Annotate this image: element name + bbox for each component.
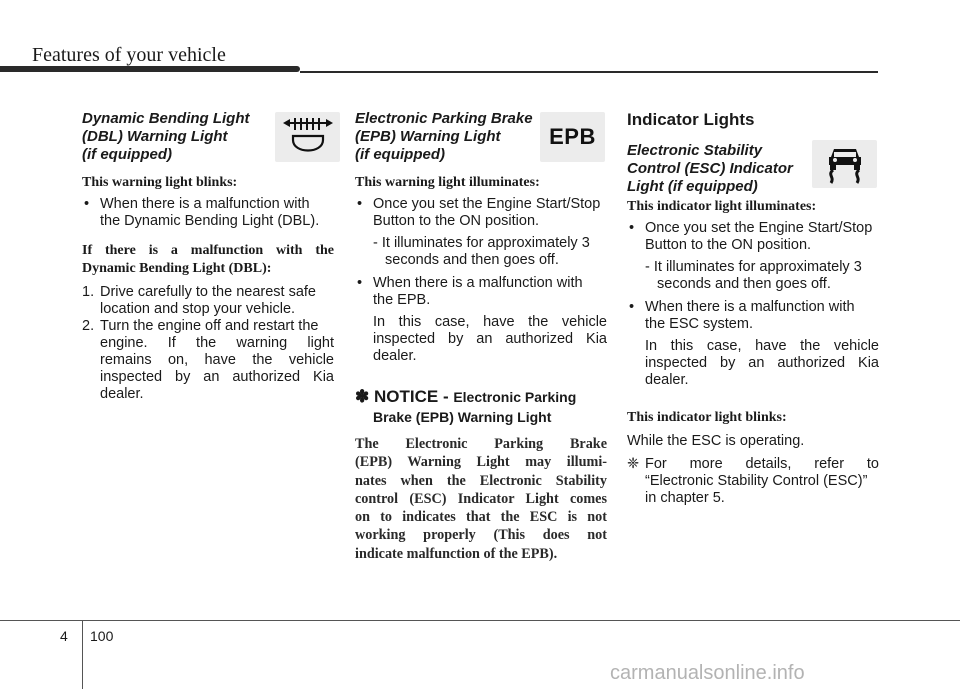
text-line: nates when the Electronic Stability — [355, 472, 607, 489]
text-line: Button to the ON position. — [645, 237, 812, 253]
paragraph — [627, 338, 879, 389]
title-line: Electronic Parking Brake — [355, 110, 533, 127]
text-line: dealer. — [645, 372, 689, 388]
illuminates-label: This indicator light illuminates: — [627, 199, 817, 214]
title-line: (EPB) Warning Light — [355, 128, 501, 145]
list-item — [355, 275, 607, 309]
indicator-lights-heading: Indicator Lights — [627, 110, 755, 129]
header-rule — [300, 71, 878, 73]
notice-heading — [355, 387, 607, 427]
text-line: Turn the engine off and restart the — [100, 318, 319, 334]
text-line: control (ESC) Indicator Light comes — [355, 490, 607, 507]
text-line: seconds and then goes off. — [657, 276, 831, 292]
text-line: For more details, refer to — [645, 456, 879, 472]
text-line: the ESC system. — [645, 316, 753, 332]
title-line: Dynamic Bending Light — [82, 110, 250, 127]
esc-skid-icon — [812, 140, 877, 188]
title-line: (DBL) Warning Light — [82, 128, 228, 145]
text-line: working properly (This does not — [355, 527, 607, 544]
page-number: 100 — [90, 628, 114, 644]
sub-item — [355, 235, 607, 269]
footer-rule — [0, 620, 960, 621]
text-line: - It illuminates for approximately 3 — [645, 259, 862, 275]
dbl-section — [82, 110, 334, 403]
text-line: In this case, have the vehicle — [373, 314, 607, 330]
list-item — [627, 299, 879, 333]
notice-title: Brake (EPB) Warning Light — [373, 409, 552, 425]
text-line: If there is a malfunction with the — [82, 243, 334, 258]
title-line: Electronic Stability — [627, 142, 763, 159]
notice-dash: - — [438, 387, 454, 406]
text-line: in chapter 5. — [645, 490, 725, 506]
text-line: seconds and then goes off. — [385, 252, 559, 268]
text-line: location and stop your vehicle. — [100, 301, 296, 317]
text-line: remains on, have the vehicle — [100, 352, 334, 368]
title-line: (if equipped) — [355, 146, 445, 163]
text-line: indicate malfunction of the EPB). — [355, 545, 558, 562]
blinks-label: This indicator light blinks: — [627, 410, 787, 425]
text-line: Button to the ON position. — [373, 213, 540, 229]
text-line: Drive carefully to the nearest safe — [100, 284, 316, 300]
esc-section-title — [627, 142, 805, 196]
epb-icon — [540, 112, 605, 162]
text-line: Dynamic Bending Light (DBL): — [82, 261, 272, 276]
text-line: • When there is a malfunction with — [100, 196, 310, 212]
list-item — [355, 196, 607, 230]
text-line: the Dynamic Bending Light (DBL). — [100, 213, 320, 229]
list-item — [82, 318, 334, 403]
dynamic-bending-light-icon — [275, 112, 340, 162]
text-line: on to indicates that the ESC is not — [355, 509, 607, 526]
dbl-section-title — [82, 110, 260, 164]
title-line: Light (if equipped) — [627, 178, 758, 195]
watermark: carmanualsonline.info — [610, 662, 805, 684]
text-line: In this case, have the vehicle — [645, 338, 879, 354]
text-line: inspected by an authorized Kia — [100, 369, 334, 385]
text-line: dealer. — [100, 386, 144, 402]
title-line: (if equipped) — [82, 146, 172, 163]
text-line: • Once you set the Engine Start/Stop — [645, 220, 873, 236]
indicator-lights-section — [627, 110, 879, 507]
notice-star-icon: ✽ — [355, 387, 370, 406]
epb-section — [355, 110, 607, 563]
list-item — [82, 284, 334, 318]
text-line: The Electronic Parking Brake — [355, 436, 607, 452]
header-title: Features of your vehicle — [32, 44, 226, 66]
sub-item — [627, 259, 879, 293]
list-item — [82, 196, 334, 230]
list-item — [627, 220, 879, 254]
notice-word: NOTICE — [373, 387, 439, 406]
illuminates-label: This warning light illuminates: — [355, 175, 540, 190]
text-line: the EPB. — [373, 292, 431, 308]
text-line: engine. If the warning light — [100, 335, 334, 351]
text-line: • When there is a malfunction with — [373, 275, 583, 291]
text-line: (EPB) Warning Light may illumi- — [355, 454, 607, 471]
reference-mark-icon: ❈ — [627, 456, 640, 472]
text-line: inspected by an authorized Kia — [645, 355, 879, 371]
chapter-number: 4 — [60, 628, 68, 644]
paragraph — [355, 314, 607, 365]
blinks-label: This warning light blinks: — [82, 175, 238, 190]
text-line: inspected by an authorized Kia — [373, 331, 607, 347]
epb-icon-label: EPB — [549, 124, 596, 149]
title-line: Control (ESC) Indicator — [627, 160, 793, 177]
footer-divider — [82, 620, 83, 689]
header-bar — [0, 66, 300, 72]
notice-body — [355, 435, 607, 563]
notice-title: Electronic Parking — [453, 389, 577, 405]
text-line: dealer. — [373, 348, 417, 364]
text-line: - It illuminates for approximately 3 — [373, 235, 590, 251]
blinks-text: While the ESC is operating. — [627, 433, 805, 449]
text-line: • Once you set the Engine Start/Stop — [373, 196, 601, 212]
text-line: “Electronic Stability Control (ESC)” — [645, 473, 868, 489]
epb-section-title — [355, 110, 533, 164]
if-malfunction-label — [82, 242, 334, 278]
text-line: • When there is a malfunction with — [645, 299, 855, 315]
step-number: 1. — [82, 284, 95, 300]
step-number: 2. — [82, 318, 95, 334]
reference-note — [627, 456, 879, 507]
